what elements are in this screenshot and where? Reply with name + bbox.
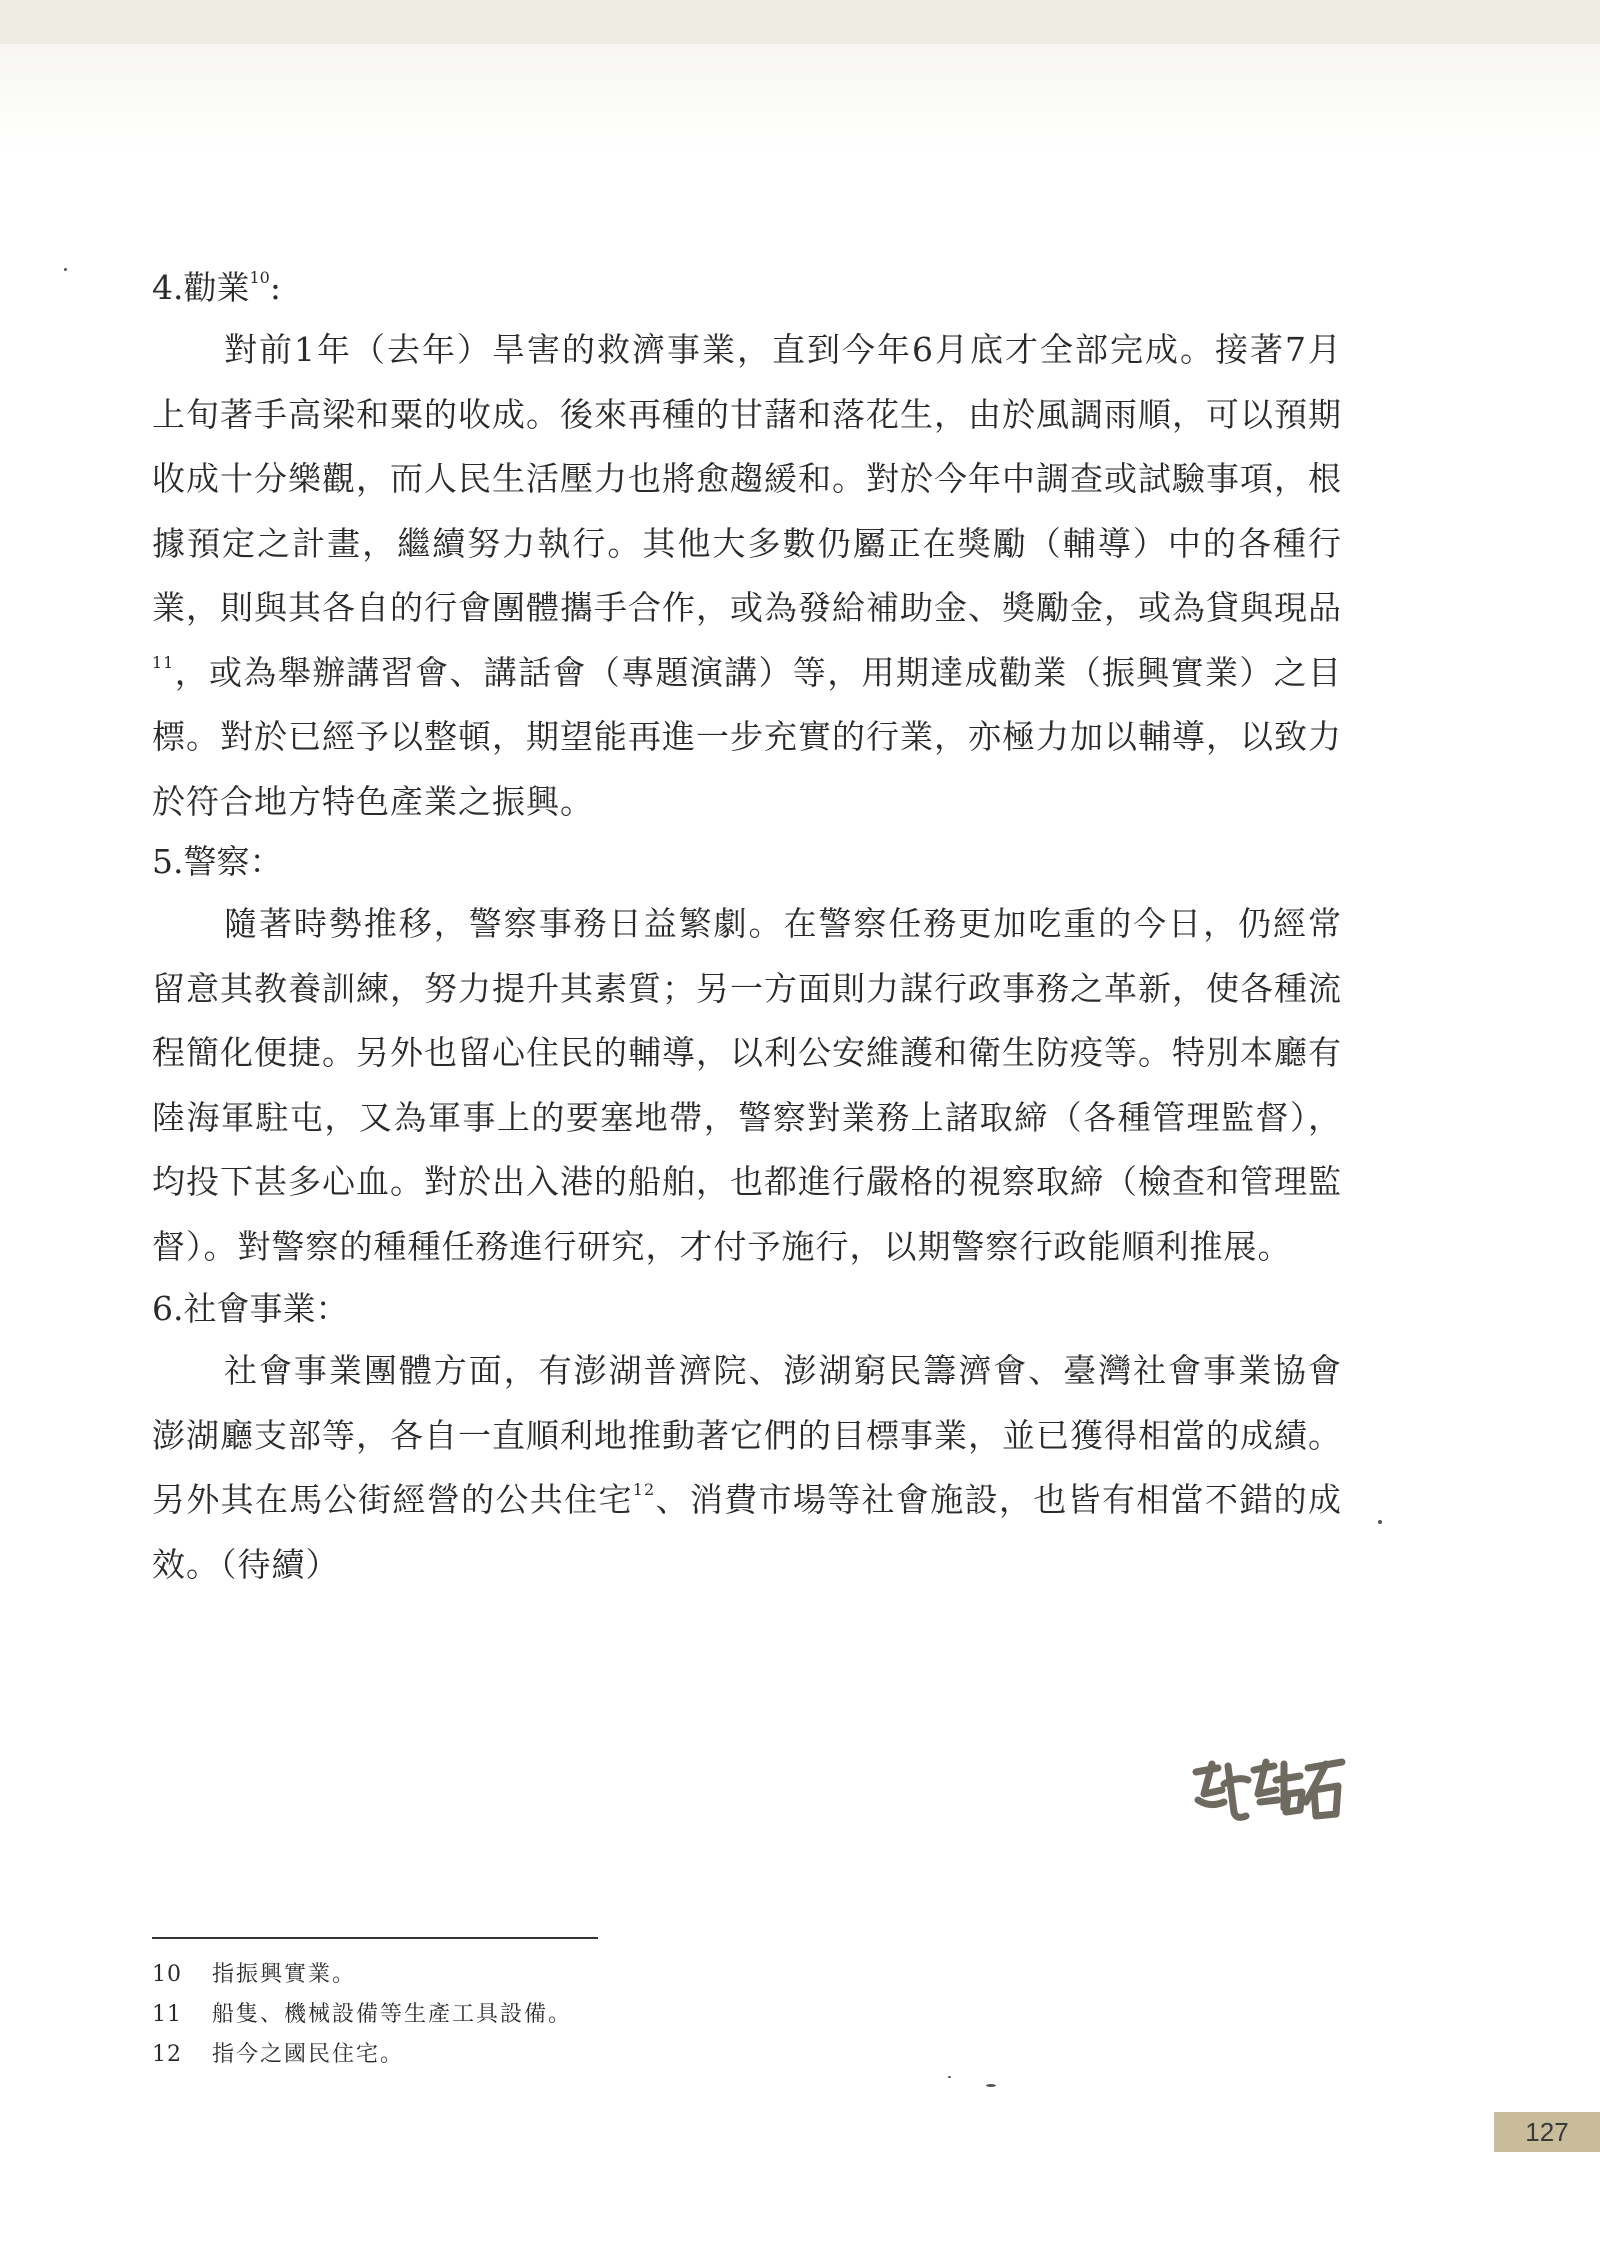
footnote-item [152, 2035, 952, 2075]
page-top-edge [0, 0, 1600, 44]
footnotes-list [152, 1955, 952, 2075]
footnote-ref-12[interactable]: 12 [632, 1480, 656, 1499]
footnote-number: 11 [152, 2002, 182, 2027]
footnote-item [152, 1995, 952, 2035]
paragraph-text: 對前1年（去年）旱害的救濟事業，直到今年6月底才全部完成。接著7月上旬著手高梁和粟的收成。後來再種的甘藷和落花生，由於風調雨順，可以預期收成十分樂觀，而人民生活壓力也將愈趨緩和。對於今年中調查或試驗事項，根據預定之計畫，繼續努力執行。其他大多數仍屬正在獎勵（輔導）中的各種行業，則與其各自的行會團體攜手合作，或為發給補助金、獎勵金，或為貸與現品 [152, 330, 1342, 627]
scan-speck [64, 268, 67, 271]
scan-speck [1378, 1520, 1382, 1524]
section-heading-label: 4.勸業 [152, 268, 250, 307]
footnote-number: 10 [152, 1962, 182, 1987]
section-paragraph-social-work [152, 1339, 1342, 1597]
footnote-ref-11[interactable]: 11 [152, 652, 175, 672]
footnote-ref-10[interactable]: 10 [249, 268, 270, 287]
footnote-text: 船隻、機械設備等生產工具設備。 [212, 2002, 573, 2027]
calligraphy-signature-logo [1188, 1750, 1350, 1830]
footnote-text: 指振興實業。 [212, 1962, 357, 1987]
section-heading-social-work: 6.社會事業： [152, 1289, 349, 1328]
footnote-text: 指今之國民住宅。 [212, 2042, 405, 2067]
paragraph-text: ，或為舉辦講習會、講話會（專題演講）等，用期達成勸業（振興實業）之目標。對於已經予以整頓，期望能再進一步充實的行業，亦極力加以輔導，以致力於符合地方特色產業之振興。 [152, 652, 1342, 821]
scan-speck [986, 2084, 996, 2087]
footnote-number: 12 [152, 2042, 182, 2067]
page-number-tab: 127 [1494, 2112, 1600, 2152]
heading-colon: : [269, 268, 281, 307]
footnote-divider [152, 1937, 598, 1939]
main-body-text [152, 258, 1342, 1597]
footnote-item [152, 1955, 952, 1995]
section-heading-industry [152, 258, 1342, 318]
paragraph-text: 、消費市場等社會施設，也皆有相當不錯的成效。（待續） [152, 1480, 1343, 1584]
section-paragraph-police: 隨著時勢推移，警察事務日益繁劇。在警察任務更加吃重的今日，仍經常留意其教養訓練，努力提升其素質；另一方面則力謀行政事務之革新，使各種流程簡化便捷。另外也留心住民的輔導，以利公安維護和衛生防疫等。特別本廳有陸海軍駐屯，又為軍事上的要塞地帶，警察對業務上諸取締（各種管理監督），均投下甚多心血。對於出入港的船舶，也都進行嚴格的視察取締（檢查和管理監督）。對警察的種種任務進行研究，才付予施行，以期警察行政能順利推展。 [152, 904, 1342, 1266]
section-paragraph-industry [152, 318, 1342, 834]
section-heading-police: 5.警察： [152, 842, 283, 881]
scan-speck [948, 2076, 951, 2078]
paragraph-text: 社會事業團體方面，有澎湖普濟院、澎湖窮民籌濟會、臺灣社會事業協會澎湖廳支部等，各自一直順利地推動著它們的目標事業，並已獲得相當的成績。另外其在馬公街經營的公共住宅 [152, 1351, 1342, 1519]
